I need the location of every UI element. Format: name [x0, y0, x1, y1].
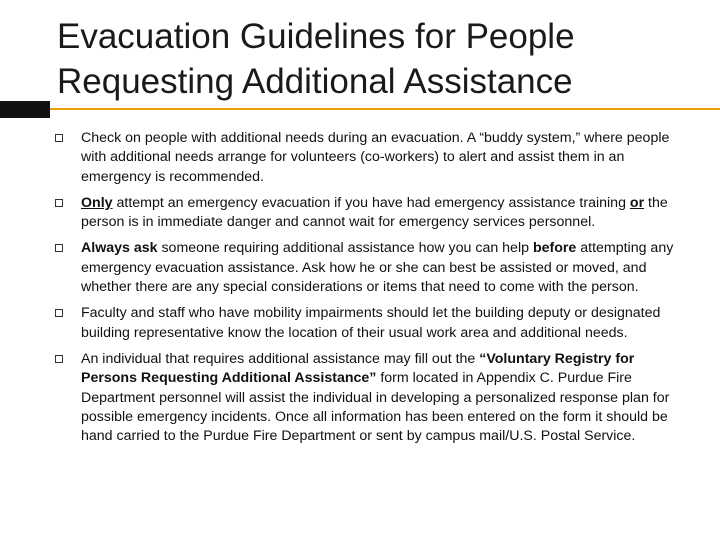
- guideline-text-5a: An individual that requires additional assistance may fill out the: [81, 350, 480, 367]
- guideline-text-2a: attempt an emergency evacuation if you have had emergency assistance training: [112, 194, 630, 211]
- guideline-text-3a: someone requiring additional assistance how you can help: [157, 240, 533, 257]
- square-bullet-icon: [55, 309, 63, 317]
- guideline-emphasis-or: or: [629, 194, 645, 211]
- title-rule-line: [50, 108, 720, 110]
- square-bullet-icon: [55, 134, 63, 142]
- guideline-text-3b: attempting any emergency evacuation assistance. Ask how he or she can best be assisted or moved, and whether there are any special considerations or items that need to come with the person.: [81, 240, 674, 296]
- guideline-emphasis-before: before: [532, 240, 577, 257]
- title-rule-block: [0, 101, 50, 118]
- guideline-item-3: [55, 239, 685, 297]
- guideline-text-2b: the person is in immediate danger and cannot wait for emergency services personnel.: [81, 194, 668, 231]
- guideline-emphasis-only: Only: [81, 194, 113, 211]
- guideline-item-1: [55, 129, 685, 187]
- guideline-item-5: [55, 350, 685, 446]
- guideline-text-5b: form located in Appendix C. Purdue Fire Department personnel will assist the individual in developing a personalized response plan for possible emergency incidents. Once all information has been entered on the form it should be hand carried to the Purdue Fire Department or sent by campus mail/U.S. Postal Service.: [81, 370, 670, 445]
- guideline-text-1: Check on people with additional needs during an evacuation. A “buddy system,” where people with additional needs arrange for volunteers (co-workers) to alert and assist them in an emergency is recommended.: [81, 130, 670, 185]
- title-line-2: Requesting Additional Assistance: [57, 62, 573, 101]
- title-line-1: Evacuation Guidelines for People: [57, 17, 575, 56]
- registry-form-name: “Voluntary Registry for Persons Requesting Additional Assistance”: [81, 350, 635, 387]
- guideline-item-4: [55, 304, 685, 343]
- guideline-text-4: Faculty and staff who have mobility impairments should let the building deputy or designated building representative know the location of their usual work area and additional needs.: [81, 305, 661, 341]
- guideline-item-2: [55, 194, 685, 233]
- guideline-list: [55, 129, 685, 453]
- square-bullet-icon: [55, 355, 63, 363]
- guideline-emphasis-always-ask: Always ask: [81, 240, 158, 257]
- slide-title: [57, 14, 707, 104]
- square-bullet-icon: [55, 244, 63, 252]
- square-bullet-icon: [55, 199, 63, 207]
